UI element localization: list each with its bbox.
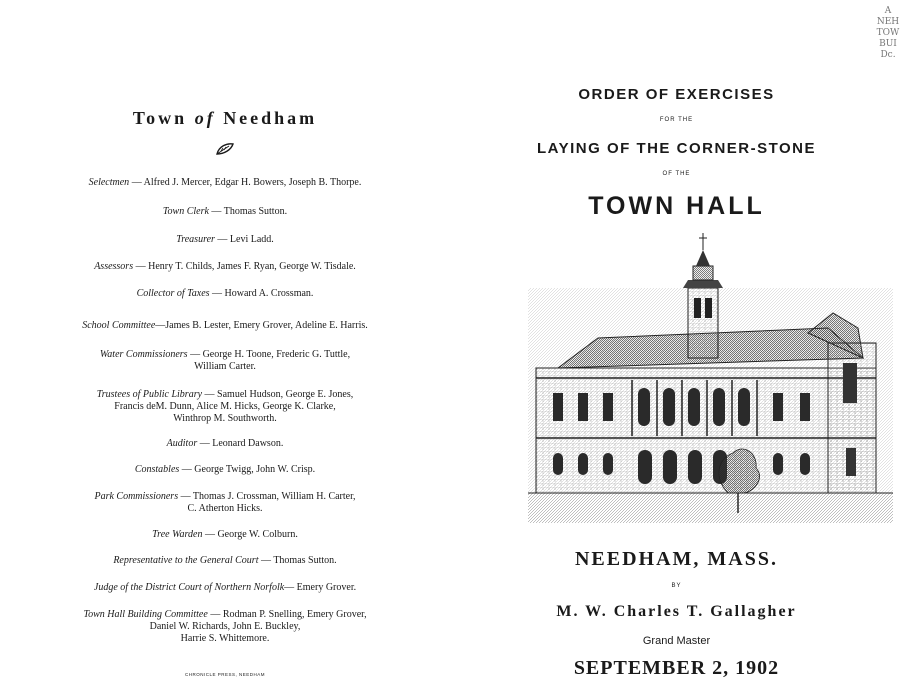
- town-hall-engraving: [528, 228, 893, 523]
- officer-role: Park Commissioners: [94, 491, 179, 502]
- officer-separator: —: [207, 609, 223, 620]
- officer-line: [0, 349, 450, 361]
- officer-entry: [0, 529, 450, 541]
- officer-role: Auditor: [166, 438, 198, 449]
- officer-line: [0, 621, 450, 633]
- heading-of-the: OF THE: [662, 171, 691, 177]
- leaf-ornament-icon: [0, 142, 450, 161]
- officer-entry: [0, 288, 450, 300]
- officer-separator: —: [209, 288, 225, 299]
- officer-entry: [0, 438, 450, 450]
- officer-role: Assessors: [94, 261, 134, 272]
- officer-names: Thomas J. Crossman, William H. Carter,: [192, 491, 356, 502]
- annotation-line: TOW: [876, 28, 900, 38]
- officer-separator: —: [155, 320, 166, 331]
- catalog-annotation: [872, 6, 903, 61]
- annotation-line: A: [884, 6, 892, 16]
- officer-line: [0, 582, 450, 594]
- by-label: BY: [671, 583, 682, 589]
- officer-role: Town Clerk: [162, 206, 209, 217]
- officer-names: George W. Colburn.: [217, 529, 298, 540]
- officer-names: Thomas Sutton.: [223, 206, 288, 217]
- officer-entry: [0, 320, 450, 332]
- officer-role: Tree Warden: [152, 529, 203, 540]
- officer-separator: —: [202, 389, 218, 400]
- title-needham: Needham: [223, 108, 318, 128]
- officer-role: Representative to the General Court: [113, 555, 259, 566]
- officer-line: [0, 206, 450, 218]
- officer-line: [0, 320, 450, 332]
- officer-line: [0, 491, 450, 503]
- heading-town-hall: TOWN HALL: [588, 192, 765, 220]
- left-page: [0, 0, 450, 698]
- officer-entry: [0, 261, 450, 273]
- officer-entry: [0, 234, 450, 246]
- officer-line: [0, 234, 450, 246]
- officer-names: Emery Grover.: [296, 582, 357, 593]
- officer-names: Harrie S. Whittemore.: [180, 633, 270, 644]
- officer-role: Selectmen: [88, 177, 130, 188]
- officer-separator: —: [284, 582, 297, 593]
- officer-separator: —: [202, 529, 218, 540]
- page-title: [0, 108, 450, 129]
- officer-line: [0, 438, 450, 450]
- officer-names: Winthrop M. Southworth.: [173, 413, 277, 424]
- officer-line: [0, 529, 450, 541]
- officer-entry: [0, 555, 450, 567]
- officer-role: Constables: [134, 464, 180, 475]
- officer-line: [0, 361, 450, 373]
- officer-names: Francis deM. Dunn, Alice M. Hicks, George K. Clarke,: [114, 401, 336, 412]
- officer-names: William Carter.: [194, 361, 256, 372]
- officer-names: Samuel Hudson, George E. Jones,: [217, 389, 354, 400]
- annotation-line: NEH: [876, 17, 900, 27]
- officer-role: Judge of the District Court of Northern Norfolk: [93, 582, 285, 593]
- officer-entry: [0, 389, 450, 425]
- officer-line: [0, 609, 450, 621]
- grand-master-title: Grand Master: [642, 635, 711, 647]
- officer-line: [0, 177, 450, 189]
- officer-separator: —: [178, 491, 193, 502]
- officer-separator: —: [208, 206, 224, 217]
- printer-imprint: CHRONICLE PRESS, NEEDHAM: [184, 672, 265, 677]
- officer-separator: —: [179, 464, 195, 475]
- officer-line: [0, 288, 450, 300]
- officer-names: Leonard Dawson.: [212, 438, 284, 449]
- officer-role: School Committee: [82, 320, 156, 331]
- officer-names: Thomas Sutton.: [273, 555, 337, 566]
- event-date: SEPTEMBER 2, 1902: [573, 657, 780, 679]
- officer-entry: [0, 491, 450, 515]
- officer-names: George H. Toone, Frederic G. Tuttle,: [202, 349, 351, 360]
- officer-line: [0, 555, 450, 567]
- officer-line: [0, 413, 450, 425]
- annotation-line: BUI: [879, 39, 897, 49]
- officer-separator: —: [187, 349, 203, 360]
- officer-separator: —: [258, 555, 274, 566]
- officer-names: Daniel W. Richards, John E. Buckley,: [149, 621, 301, 632]
- officer-entry: [0, 206, 450, 218]
- grand-master-name: M. W. Charles T. Gallagher: [556, 603, 797, 620]
- place-heading: NEEDHAM, MASS.: [574, 548, 778, 570]
- officer-entry: [0, 582, 450, 594]
- officer-line: [0, 503, 450, 515]
- officer-role: Water Commissioners: [99, 349, 188, 360]
- officer-names: Rodman P. Snelling, Emery Grover,: [222, 609, 367, 620]
- officer-names: Howard A. Crossman.: [224, 288, 314, 299]
- officer-entry: [0, 609, 450, 645]
- officer-line: [0, 389, 450, 401]
- officer-entry: [0, 464, 450, 476]
- officer-names: James B. Lester, Emery Grover, Adeline E. Harris.: [165, 320, 368, 331]
- officer-role: Trustees of Public Library: [96, 389, 203, 400]
- officer-names: Levi Ladd.: [229, 234, 274, 245]
- heading-for-the: FOR THE: [659, 117, 694, 123]
- officer-entry: [0, 177, 450, 189]
- heading-laying: LAYING OF THE CORNER-STONE: [536, 140, 817, 157]
- officer-role: Collector of Taxes: [136, 288, 210, 299]
- officer-line: [0, 401, 450, 413]
- officer-names: Henry T. Childs, James F. Ryan, George W. Tisdale.: [148, 261, 356, 272]
- officer-role: Town Hall Building Committee: [83, 609, 208, 620]
- officer-separator: —: [197, 438, 213, 449]
- officer-separator: —: [214, 234, 230, 245]
- officer-line: [0, 464, 450, 476]
- annotation-line: Dc.: [880, 50, 896, 60]
- officer-names: Alfred J. Mercer, Edgar H. Bowers, Joseph B. Thorpe.: [143, 177, 362, 188]
- heading-order-of-exercises: ORDER OF EXERCISES: [578, 86, 775, 103]
- officer-line: [0, 633, 450, 645]
- officer-separator: —: [133, 261, 149, 272]
- officer-separator: —: [129, 177, 144, 188]
- officer-line: [0, 261, 450, 273]
- title-town: Town: [132, 108, 188, 128]
- officer-entry: [0, 349, 450, 373]
- officer-role: Treasurer: [176, 234, 215, 245]
- title-of: of: [194, 108, 216, 128]
- officer-names: George Twigg, John W. Crisp.: [194, 464, 316, 475]
- officer-names: C. Atherton Hicks.: [187, 503, 263, 514]
